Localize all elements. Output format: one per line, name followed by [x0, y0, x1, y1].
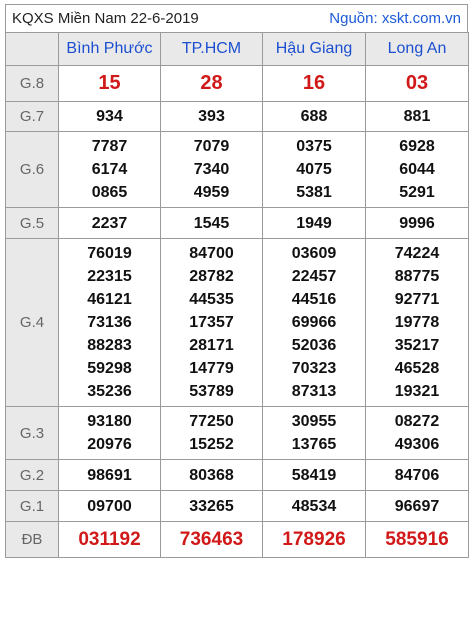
prize-cell	[366, 208, 469, 239]
prize-number: 736463	[179, 529, 244, 550]
prize-cell	[161, 522, 263, 558]
prize-cell	[59, 522, 161, 558]
prize-cell	[59, 491, 161, 522]
prize-number: 33265	[189, 497, 234, 515]
prize-cell	[263, 208, 366, 239]
prize-number: 6044	[399, 161, 435, 178]
prize-number: 46121	[87, 291, 132, 308]
prize-number: 178926	[282, 529, 346, 550]
results-body	[6, 66, 469, 558]
prize-cell	[161, 407, 263, 460]
prize-number: 98691	[87, 466, 132, 484]
prize-number: 59298	[87, 360, 132, 377]
prize-cell	[366, 132, 469, 208]
prize-number: 28	[200, 72, 223, 94]
prize-number: 0375	[296, 138, 332, 155]
prize-label: G.4	[6, 239, 59, 407]
prize-number: 87313	[291, 383, 337, 400]
prize-cell	[366, 407, 469, 460]
results-header	[5, 4, 468, 32]
prize-number: 17357	[189, 314, 234, 331]
prize-number: 28171	[189, 337, 234, 354]
prize-number: 585916	[385, 529, 449, 550]
prize-number: 7079	[193, 138, 230, 155]
prize-number: 77250	[189, 413, 234, 430]
prize-number: 92771	[394, 291, 440, 308]
province-header[interactable]: Long An	[366, 33, 469, 66]
prize-number: 4959	[193, 184, 230, 201]
prize-row	[6, 491, 469, 522]
prize-number: 74224	[394, 245, 440, 262]
results-frame	[5, 4, 468, 558]
prize-number: 76019	[87, 245, 132, 262]
prize-number: 44535	[189, 291, 234, 308]
province-header[interactable]: Bình Phước	[59, 33, 161, 66]
prize-cell	[59, 407, 161, 460]
prize-row	[6, 460, 469, 491]
prize-number: 20976	[87, 436, 132, 453]
prize-number: 1949	[296, 214, 332, 232]
prize-label: G.3	[6, 407, 59, 460]
prize-cell	[366, 460, 469, 491]
prize-cell	[263, 102, 366, 132]
prize-label: G.6	[6, 132, 59, 208]
province-header[interactable]: Hậu Giang	[263, 33, 366, 66]
prize-number: 5381	[296, 184, 332, 201]
prize-number: 2237	[91, 214, 128, 232]
prize-number: 13765	[291, 436, 337, 453]
prize-row	[6, 522, 469, 558]
prize-cell	[366, 239, 469, 407]
prize-cell	[263, 132, 366, 208]
prize-number: 19778	[394, 314, 440, 331]
prize-number: 5291	[399, 184, 435, 201]
prize-label: ĐB	[6, 522, 59, 558]
prize-label: G.1	[6, 491, 59, 522]
prize-number: 84700	[189, 245, 234, 262]
prize-cell	[161, 460, 263, 491]
prize-cell	[263, 239, 366, 407]
prize-cell	[263, 66, 366, 102]
prize-number: 80368	[189, 466, 234, 484]
prize-number: 30955	[291, 413, 337, 430]
prize-row	[6, 132, 469, 208]
prize-number: 7787	[91, 138, 128, 155]
prize-number: 9996	[399, 214, 435, 232]
corner-cell	[6, 33, 59, 66]
prize-row	[6, 102, 469, 132]
lottery-results-table	[5, 32, 469, 558]
prize-number: 7340	[193, 161, 230, 178]
prize-number: 393	[198, 108, 225, 125]
prize-number: 934	[96, 108, 123, 125]
prize-cell	[59, 460, 161, 491]
prize-cell	[366, 102, 469, 132]
prize-number: 48534	[291, 497, 337, 515]
page-title: KQXS Miền Nam 22-6-2019	[12, 10, 199, 27]
prize-number: 44516	[291, 291, 337, 308]
prize-label: G.7	[6, 102, 59, 132]
prize-number: 6928	[399, 138, 435, 155]
prize-number: 73136	[87, 314, 132, 331]
prize-number: 03609	[291, 245, 337, 262]
prize-row	[6, 239, 469, 407]
prize-cell	[59, 132, 161, 208]
prize-number: 1545	[193, 214, 230, 232]
prize-number: 4075	[296, 161, 332, 178]
prize-number: 15	[98, 72, 121, 94]
prize-number: 69966	[291, 314, 337, 331]
prize-number: 22315	[87, 268, 132, 285]
prize-cell	[161, 491, 263, 522]
prize-number: 53789	[189, 383, 234, 400]
prize-cell	[161, 102, 263, 132]
prize-number: 96697	[394, 497, 440, 515]
prize-number: 35236	[87, 383, 132, 400]
prize-number: 6174	[91, 161, 128, 178]
prize-cell	[263, 491, 366, 522]
prize-number: 88775	[394, 268, 440, 285]
prize-number: 84706	[394, 466, 440, 484]
prize-cell	[366, 66, 469, 102]
source-link[interactable]: Nguồn: xskt.com.vn	[329, 10, 461, 27]
prize-row	[6, 208, 469, 239]
prize-number: 16	[302, 72, 326, 94]
prize-row	[6, 407, 469, 460]
prize-cell	[59, 102, 161, 132]
prize-number: 0865	[91, 184, 128, 201]
prize-number: 031192	[78, 529, 141, 550]
prize-number: 881	[403, 108, 431, 125]
prize-label: G.2	[6, 460, 59, 491]
prize-number: 22457	[291, 268, 337, 285]
prize-cell	[263, 407, 366, 460]
prize-cell	[59, 66, 161, 102]
prize-cell	[161, 66, 263, 102]
prize-number: 88283	[87, 337, 132, 354]
prize-number: 49306	[394, 436, 440, 453]
prize-cell	[59, 208, 161, 239]
prize-cell	[59, 239, 161, 407]
prize-number: 19321	[394, 383, 440, 400]
prize-number: 28782	[189, 268, 234, 285]
prize-number: 688	[300, 108, 328, 125]
prize-cell	[263, 522, 366, 558]
prize-number: 35217	[394, 337, 440, 354]
province-header[interactable]: TP.HCM	[161, 33, 263, 66]
prize-number: 09700	[87, 497, 132, 515]
prize-cell	[366, 491, 469, 522]
prize-cell	[161, 208, 263, 239]
prize-number: 93180	[87, 413, 132, 430]
prize-number: 70323	[291, 360, 337, 377]
prize-cell	[161, 132, 263, 208]
prize-row	[6, 66, 469, 102]
prize-cell	[161, 239, 263, 407]
prize-number: 46528	[394, 360, 440, 377]
prize-number: 14779	[189, 360, 234, 377]
prize-cell	[263, 460, 366, 491]
province-header-row	[6, 33, 469, 66]
prize-number: 52036	[291, 337, 337, 354]
prize-number: 03	[405, 72, 429, 94]
prize-number: 15252	[189, 436, 234, 453]
prize-cell	[366, 522, 469, 558]
prize-label: G.8	[6, 66, 59, 102]
prize-label: G.5	[6, 208, 59, 239]
prize-number: 58419	[291, 466, 337, 484]
prize-number: 08272	[394, 413, 440, 430]
